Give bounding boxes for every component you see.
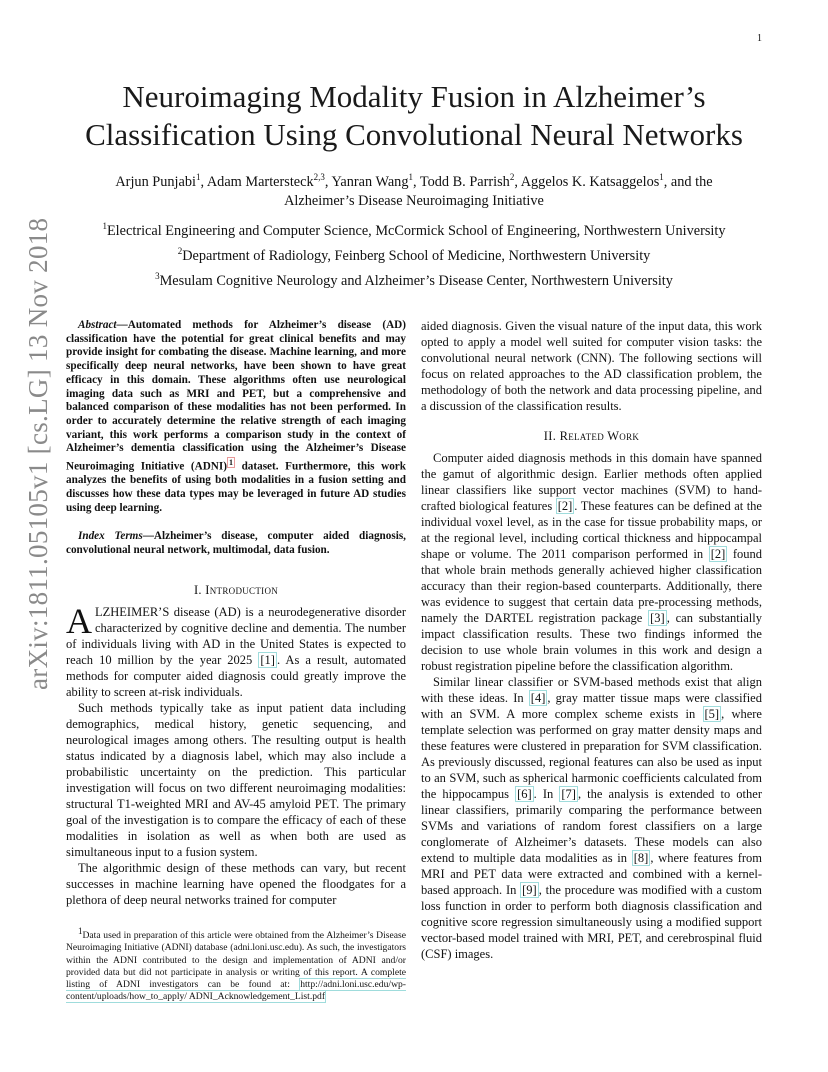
right-column bbox=[421, 318, 762, 962]
affiliation-sup: 3 bbox=[155, 270, 160, 281]
affiliation-text: Department of Radiology, Feinberg School of Medicine, Northwestern University bbox=[182, 247, 651, 264]
author-name: Adam Martersteck bbox=[206, 173, 314, 190]
citation-link[interactable]: [9] bbox=[522, 883, 537, 897]
paragraph-text: , where template selection was performed on gray matter density maps and these features were clustered in preparation for SVM classification. As previously discussed, regional features can also be used as input to an SVM, such as spherical harmonic coefficients calculated from the hippocampus bbox=[421, 707, 762, 801]
affiliation bbox=[40, 216, 788, 241]
affiliation bbox=[40, 241, 788, 266]
footnote-url-part: ADNI_Acknowledgement_List.pdf bbox=[188, 991, 326, 1003]
paragraph-text: . As a result, automated methods for computer aided diagnosis could greatly improve the ability to screen at-risk individuals. bbox=[66, 653, 406, 699]
author-sup: 2,3 bbox=[313, 172, 325, 182]
citation-link[interactable]: [2] bbox=[557, 499, 573, 513]
affiliations bbox=[40, 216, 788, 290]
title-line-1: Neuroimaging Modality Fusion in Alzheimer’s bbox=[122, 79, 706, 114]
paragraph bbox=[421, 674, 762, 962]
paragraph-text: , where features from MRI and PET data were extracted and combined with a kernel-based approach. In bbox=[421, 851, 762, 897]
section-title: Related Work bbox=[559, 429, 640, 443]
citation-link[interactable]: [7] bbox=[561, 787, 576, 801]
paragraph-text: , the procedure was modified with a custom loss function in order to perform both diagnosis classification and cognitive score regression simultaneously using a modified support vector-based model trained with MRI, PET, and cerebrospinal fluid (CSF) images. bbox=[421, 883, 762, 961]
author-name: Aggelos K. Katsaggelos bbox=[520, 173, 660, 190]
citation-link[interactable]: [1] bbox=[260, 653, 275, 667]
author-name: Todd B. Parrish bbox=[419, 173, 510, 190]
affiliation-text: Electrical Engineering and Computer Science, McCormick School of Engineering, Northwestern University bbox=[106, 222, 726, 239]
footnote-text: Data used in preparation of this article were obtained from the Alzheimer’s Disease Neuroimaging Initiative (ADNI) database (adni.loni.usc.edu). As such, the investigators within the ADNI contributed to the design and implementation of ADNI and/or provided data but did not participate in analysis or writing of this report. A complete listing of ADNI investigators can be found at: bbox=[66, 930, 406, 990]
footnote-mark: 1 bbox=[78, 926, 83, 936]
paragraph bbox=[66, 601, 406, 700]
section-numeral: II. bbox=[543, 429, 560, 443]
author-name: Arjun Punjabi bbox=[115, 173, 196, 190]
author-sup: 1 bbox=[195, 172, 201, 182]
author-list bbox=[60, 168, 768, 211]
paper-title bbox=[0, 78, 828, 154]
paragraph-text: . These features can be defined at the individual voxel level, as in the case for tissue probability maps, or at the regional level, including cortical thickness and hippocampal shape or volume. The 2011 comparison performed in bbox=[421, 499, 762, 561]
citation-link[interactable]: [8] bbox=[633, 851, 649, 865]
citation-link[interactable]: [4] bbox=[530, 691, 546, 705]
citation-link[interactable]: [3] bbox=[650, 611, 665, 625]
paragraph-text: Similar linear classifier or SVM-based methods exist that align with these ideas. In bbox=[421, 675, 762, 705]
section-heading bbox=[421, 428, 762, 444]
paragraph bbox=[421, 450, 762, 674]
affiliation bbox=[40, 266, 788, 291]
section-numeral: I. bbox=[193, 583, 206, 597]
author-name: Yanran Wang bbox=[331, 173, 409, 190]
citation-link[interactable]: [5] bbox=[704, 707, 720, 721]
paragraph-text: , can substantially impact classification results. These two findings informed the decision to use whole brain volumes in this work and design a robust registration pipeline before the classification algorithm. bbox=[421, 611, 762, 673]
index-terms-text: —Alzheimer’s disease, computer aided diagnosis, convolutional neural network, multimodal, data fusion. bbox=[66, 530, 406, 556]
page-number: 1 bbox=[757, 33, 762, 44]
footnote-url-part: http://adni.loni.usc.edu/wp-content/uploads/how_to_apply/ bbox=[66, 979, 406, 1003]
paragraph-text: Computer aided diagnosis methods in this domain have spanned the gamut of algorithmic design. Earlier methods often applied linear classifiers like support vector machines (SVM) to hand-crafted biological features bbox=[421, 451, 762, 513]
abstract-text: —Automated methods for Alzheimer’s disease (AD) classification have the potential for great clinical benefits and may provide insight for combating the disease. Machine learning, and more specifically deep neural networks, have been shown to have great efficacy in this domain. These algorithms often use neurological imaging data such as MRI and PET, but a comprehensive and balanced comparison of these modalities has not been performed. In order to accurately determine the relative strength of each imaging variant, this work performs a comparison study in the context of Alzheimer’s dementia classification using the Alzheimer’s Disease Neuroimaging Initiative (ADNI) bbox=[66, 319, 406, 473]
paragraph-continued: aided diagnosis. Given the visual nature of the input data, this work opted to apply a model well suited for computer vision tasks: the convolutional neural network (CNN). The following sections will focus on related approaches to the AD classification problem, the methodology of both the network and data processing pipeline, and a discussion of the classification results. bbox=[421, 319, 762, 413]
paragraph: The algorithmic design of these methods can vary, but recent successes in machine learning have opened the floodgates for a plethora of deep neural networks trained for computer bbox=[66, 861, 406, 907]
citation-link[interactable]: [6] bbox=[517, 787, 532, 801]
paragraph: Such methods typically take as input patient data including demographics, medical history, genetic sequencing, and neurological images among others. The resulting output is health status indicated by a diagnosis label, which may also include a probabilistic uncertainty on the prediction. This particular investigation will focus on two different neuroimaging modalities: structural T1-weighted MRI and AV-45 amyloid PET. The primary goal of the investigation is to compare the efficacy of each of these modalities in isolation as well as when both are used as simultaneous input to a fusion system. bbox=[66, 701, 406, 859]
index-terms bbox=[66, 530, 406, 557]
title-line-2: Classification Using Convolutional Neural Networks bbox=[85, 117, 743, 152]
affiliation-sup: 2 bbox=[177, 245, 183, 256]
affiliation-text: Mesulam Cognitive Neurology and Alzheimer’s Disease Center, Northwestern University bbox=[159, 272, 673, 289]
abstract-text-2: dataset. Furthermore, this work analyzes the benefits of using both modalities in a fusion setting and discusses how these data types may be leveraged in future AD studies using deep learning. bbox=[66, 460, 406, 514]
section-heading bbox=[66, 582, 406, 598]
section-title: Introduction bbox=[205, 583, 279, 597]
abstract-label: Abstract bbox=[78, 319, 117, 331]
author-sup: 1 bbox=[659, 172, 664, 182]
author-line-1: Arjun Punjabi$^1$, Adam Martersteck$^{2,3}$, Yanran Wang$^1$, Todd B. Parrish$^2$, Aggelos K. Katsaggelos$^1$, and the bbox=[115, 172, 713, 190]
abstract bbox=[66, 319, 406, 516]
affiliation-sup: 1 bbox=[102, 221, 107, 231]
arxiv-stamp: arXiv:1811.05105v1 [cs.LG] 13 Nov 2018 bbox=[23, 217, 53, 690]
paragraph-text: found that whole brain methods generally achieved higher classification accuracy than their region-based counterparts. Additionally, there was evidence to suggest that certain data pre-processing methods, namely the DARTEL registration package bbox=[421, 547, 762, 625]
drop-cap: A bbox=[66, 601, 92, 641]
author-line-2: Alzheimer’s Disease Neuroimaging Initiative bbox=[284, 192, 544, 209]
citation-link[interactable]: [2] bbox=[710, 547, 726, 561]
paragraph-text: , the analysis is extended to other linear classifiers, primarily comparing the performance between SVMs and variations of random forest classifiers on a large conglomerate of Alzheimer’s datasets. These models can also extend to multiple data modalities as in bbox=[421, 787, 762, 865]
paragraph-text: . In bbox=[533, 787, 560, 801]
index-terms-label: Index Terms bbox=[78, 530, 143, 542]
author-tail: , and the bbox=[663, 173, 713, 190]
author-sup: 2 bbox=[509, 172, 515, 182]
section-introduction bbox=[66, 582, 406, 908]
paragraph-text: LZHEIMER’S disease (AD) is a neurodegenerative disorder characterized by cognitive decline and dementia. The number of individuals living with AD in the United States is expected to reach 10 million by the year 2025 bbox=[66, 605, 406, 667]
author-sup: 1 bbox=[408, 172, 413, 182]
paragraph-text: , gray matter tissue maps were classified with an SVM. A more complex scheme exists in bbox=[421, 691, 762, 721]
footnote bbox=[66, 925, 406, 1003]
footnote-link[interactable]: 1 bbox=[228, 458, 233, 468]
